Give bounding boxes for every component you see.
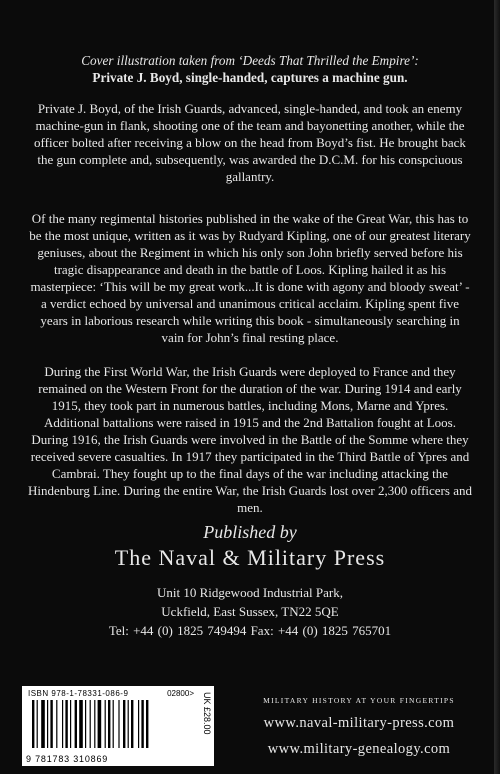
isbn-barcode [22,686,200,766]
barcode-bars-icon [32,700,190,748]
war-history-paragraph: During the First World War, the Irish Guards were deployed to France and they remained on the Western Front for the duration of the war. During 1914 and early 1915, they took part in numerous battles, including Mons, Marne and Ypres. Additional battalions were raised in 1915 and the 2nd Battalion fought at Loos. During 1916, the Irish Guards were involved in the Battle of the Somme where they received severe casualties. In 1917 they participated in the Third Battle of Ypres and Cambrai. They fought up to the final days of the war including attacking the Hindenburg Line. During the entire War, the Irish Guards lost over 2,300 officers and men. [28,364,472,515]
price-text: UK £28.00 [202,692,212,735]
genealogy-website-link[interactable]: www.military-genealogy.com [267,741,451,757]
boyd-paragraph: Private J. Boyd, of the Irish Guards, advanced, single-handed, and took an enemy machine-gun in flank, shooting one of the team and bayonetting another, while the officer bolted after receiving a blow on the head from Boyd’s fist. He brought back the gun complete and, subsequently, was awarded the D.C.M. for his conspciuous gallantry. [34,101,466,184]
caption-source: Cover illustration taken from ‘Deeds That Thrilled the Empire’: [81,53,419,68]
kipling-paragraph: Of the many regimental histories published in the wake of the Great War, this has to be the most unique, written as it was by Rudyard Kipling, one of our greatest literary geniuses, about the Regiment in which his only son John briefly served before his tragic disappearance and death in the battle of Loos. Kipling hailed it as his masterpiece: ‘This will be my great work...It is done with agony and bloody sweat’ - a verdict echoed by universal and unanimous critical acclaim. Kipling spent five years in laborious research while writing this book - simultaneously searching in vain for John’s final resting place. [29,211,471,345]
publisher-name: The Naval & Military Press [114,545,386,570]
publisher-tagline: MILITARY HISTORY AT YOUR FINGERTIPS [263,696,455,705]
spine-edge [494,0,500,774]
address-line-1: Unit 10 Ridgewood Industrial Park, [157,585,343,600]
addon-code: 02800> [167,689,194,698]
barcode-digits: 9 781783 310869 [26,754,109,764]
address-line-2: Uckfield, East Sussex, TN22 5QE [161,604,339,619]
published-by: Published by [203,522,297,542]
caption-title: Private J. Boyd, single-handed, captures a machine gun. [92,70,408,85]
phone-fax: Tel: +44 (0) 1825 749494 Fax: +44 (0) 1825 765701 [108,623,392,638]
price-label-box [200,686,214,766]
isbn-text: ISBN 978-1-78331-086-9 [28,689,129,698]
cover-caption [40,52,460,86]
website-link[interactable]: www.naval-military-press.com [263,715,455,731]
publisher-address [0,583,500,640]
